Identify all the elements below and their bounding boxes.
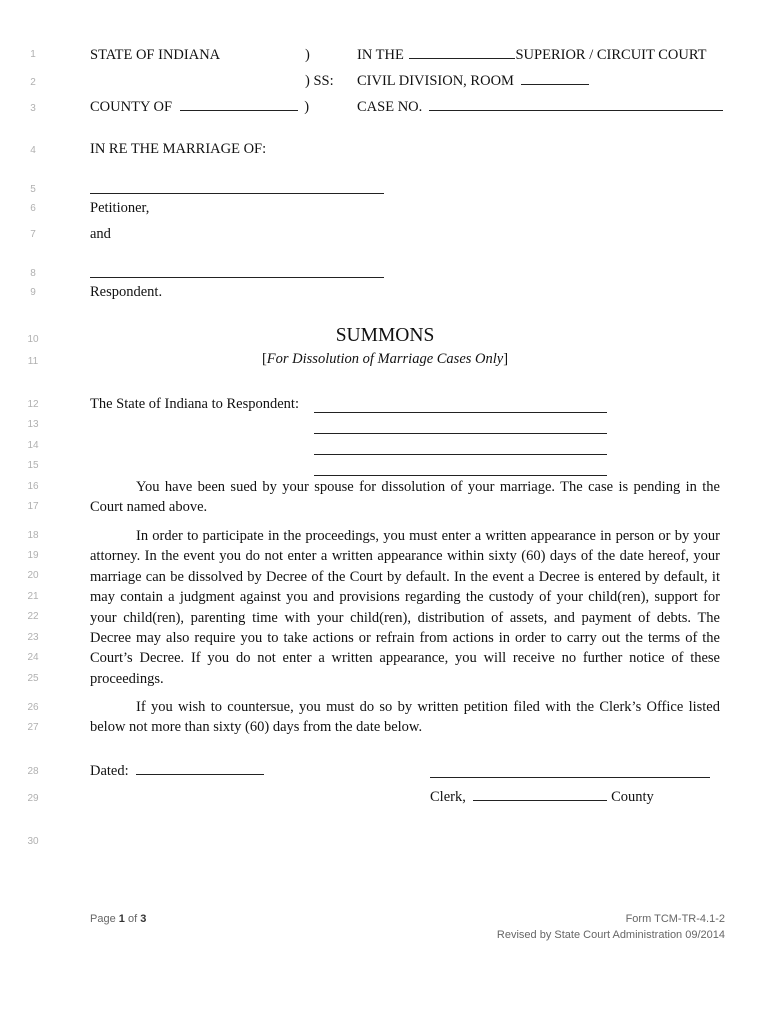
page-number: 1: [118, 913, 125, 925]
and-label: and: [90, 226, 111, 242]
court-name-field[interactable]: [409, 46, 515, 59]
summons-subtitle: [For Dissolution of Marriage Cases Only]: [261, 351, 509, 367]
line-number: 10: [27, 334, 39, 345]
county-field[interactable]: [180, 98, 298, 111]
case-no-row: [357, 98, 723, 116]
in-the-label: IN THE: [357, 47, 404, 63]
caption-paren: ): [305, 47, 310, 63]
revision-note: Revised by State Court Administration 09/2014: [496, 929, 725, 941]
line-number: 30: [27, 836, 39, 847]
respondent-address-line-3[interactable]: [314, 454, 607, 455]
line-number: 7: [30, 229, 36, 240]
line-number: 9: [30, 287, 36, 298]
line-number: 5: [30, 184, 36, 195]
respondent-address-line-4[interactable]: [314, 475, 607, 476]
state-label: STATE OF INDIANA: [90, 47, 221, 63]
to-respondent-label: The State of Indiana to Respondent:: [90, 396, 299, 412]
line-number: 14: [27, 440, 39, 451]
ss-label: ) SS:: [305, 73, 334, 89]
line-number: 12: [27, 399, 39, 410]
line-number: 18: [27, 530, 39, 541]
court-row: [357, 46, 707, 64]
line-number: 19: [27, 550, 39, 561]
line-number: 24: [27, 652, 39, 663]
line-number: 1: [30, 49, 36, 60]
line-number: 4: [30, 145, 36, 156]
court-type-label: SUPERIOR / CIRCUIT COURT: [515, 47, 707, 63]
clerk-county-field[interactable]: [473, 788, 607, 801]
clerk-label: Clerk,: [430, 789, 466, 805]
county-label: COUNTY OF: [90, 99, 173, 115]
form-id: Form TCM-TR-4.1-2: [625, 913, 725, 925]
clerk-row: [430, 788, 654, 806]
paragraph-sued: You have been sued by your spouse for dissolution of your marriage. The case is pending in the Court named above.: [90, 479, 720, 516]
dated-label: Dated:: [90, 763, 129, 779]
respondent-name-field[interactable]: [90, 277, 384, 278]
line-number: 8: [30, 268, 36, 279]
line-number: 22: [27, 611, 39, 622]
line-number: 26: [27, 702, 39, 713]
county-label-suffix: County: [611, 789, 654, 805]
in-re-heading: IN RE THE MARRIAGE OF:: [90, 141, 267, 157]
civil-division-row: [357, 72, 589, 90]
line-number: 20: [27, 570, 39, 581]
dated-row: [90, 762, 264, 780]
line-number: 25: [27, 673, 39, 684]
clerk-signature-line[interactable]: [430, 777, 710, 778]
case-number-field[interactable]: [429, 98, 723, 111]
petitioner-label: Petitioner,: [90, 200, 150, 216]
respondent-address-line-1[interactable]: [314, 412, 607, 413]
page-indicator: Page 1 of 3: [90, 913, 147, 925]
date-field[interactable]: [136, 762, 264, 775]
petitioner-name-field[interactable]: [90, 193, 384, 194]
line-number: 16: [27, 481, 39, 492]
subtitle-text: For Dissolution of Marriage Cases Only: [266, 351, 504, 367]
line-number: 23: [27, 632, 39, 643]
summons-title: SUMMONS: [335, 325, 435, 346]
page-total: 3: [140, 913, 147, 925]
line-number: 2: [30, 77, 36, 88]
line-number: 27: [27, 722, 39, 733]
line-number: 17: [27, 501, 39, 512]
line-number: 21: [27, 591, 39, 602]
respondent-label: Respondent.: [90, 284, 163, 300]
line-number: 28: [27, 766, 39, 777]
room-field[interactable]: [521, 72, 589, 85]
civil-division-label: CIVIL DIVISION, ROOM: [357, 73, 514, 89]
line-number: 6: [30, 203, 36, 214]
line-number: 3: [30, 103, 36, 114]
paragraph-countersue: If you wish to countersue, you must do so by written petition filed with the Clerk’s Office listed below not more than sixty (60) days from the date below.: [90, 699, 720, 736]
line-number: 11: [27, 356, 39, 367]
county-row: COUNTY OF ): [90, 99, 310, 115]
case-no-label: CASE NO.: [357, 99, 423, 115]
line-number: 13: [27, 419, 39, 430]
line-number: 15: [27, 460, 39, 471]
respondent-address-line-2[interactable]: [314, 433, 607, 434]
paragraph-appearance: In order to participate in the proceedings, you must enter a written appearance in person or by your attorney. In the event you do not enter a written appearance within sixty (60) days of the date hereof, your marriage can be dissolved by Decree of the Court by default. In the event a Decree is entered by default, it may contain a judgment against you and provisions regarding the custody of your child(ren), support for your child(ren), parenting time with your child(ren), distribution of assets, and payment of debts. The Decree may also require you to take actions or refrain from actions in order to carry out the terms of the Court’s Decree. If you do not enter a written appearance, you will receive no further notice of these proceedings.: [90, 528, 720, 687]
line-number: 29: [27, 793, 39, 804]
